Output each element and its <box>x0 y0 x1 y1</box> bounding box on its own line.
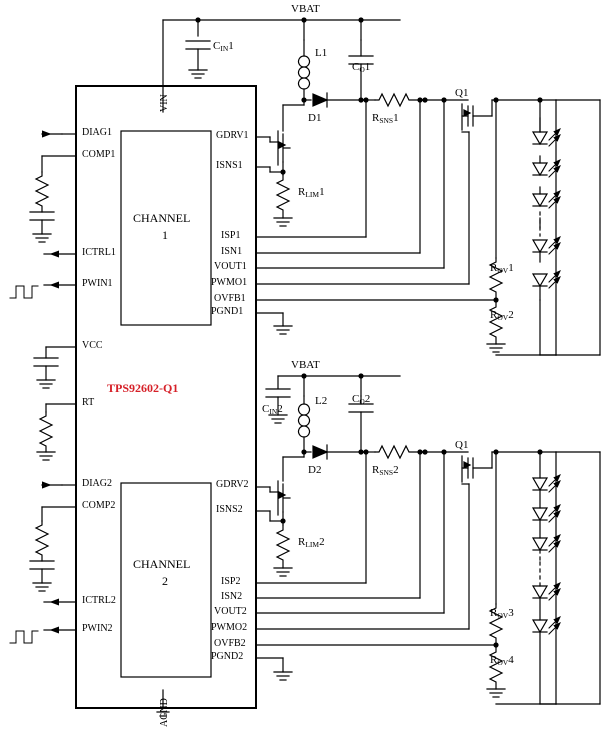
pin-label-pwmo1: PWMO1 <box>211 277 248 288</box>
pin-label-vout1: VOUT1 <box>214 261 247 272</box>
component-label-rlim1: $R_{LIM}1$ <box>298 186 325 199</box>
pin-label-rt: RT <box>82 397 95 408</box>
component-label-rov4: $R_{OV}4$ <box>490 654 514 667</box>
component-label-q1-ch2: Q1 <box>455 439 469 451</box>
pin-label-diag1: DIAG1 <box>82 127 112 138</box>
pin-label-comp2: COMP2 <box>82 500 116 511</box>
pin-label-isp1: ISP1 <box>221 230 241 241</box>
component-label-l2: L2 <box>315 395 328 407</box>
pin-label-pwin1: PWIN1 <box>82 278 113 289</box>
component-label-rov2: $R_{OV}2$ <box>490 309 514 322</box>
pin-label-pgnd1: PGND1 <box>211 306 244 317</box>
pin-label-ovfb1: OVFB1 <box>214 293 246 304</box>
component-label-d1: D1 <box>308 112 322 124</box>
pin-label-gdrv2: GDRV2 <box>216 479 249 490</box>
pin-label-isn1: ISN1 <box>221 246 243 257</box>
component-label-rov1: $R_{OV}1$ <box>490 262 514 275</box>
pin-label-vcc: VCC <box>82 340 103 351</box>
component-label-d2: D2 <box>308 464 322 476</box>
pin-label-isns1: ISNS1 <box>216 160 243 171</box>
component-label-cin1: $C_{IN}1$ <box>213 40 234 53</box>
pin-label-pwin2: PWIN2 <box>82 623 113 634</box>
channel-2-label-line1: CHANNEL <box>133 557 191 571</box>
component-label-cin2: $C_{IN}2$ <box>262 403 283 416</box>
pin-label-comp1: COMP1 <box>82 149 116 160</box>
pin-label-ictrl1: ICTRL1 <box>82 247 116 258</box>
label-vbat-2: VBAT <box>291 359 320 371</box>
component-label-l1: L1 <box>315 47 328 59</box>
component-label-rlim2: $R_{LIM}2$ <box>298 536 325 549</box>
component-label-co1: $C_O1$ <box>352 61 371 74</box>
device-label: TPS92602-Q1 <box>107 381 179 395</box>
pin-label-vin: VIN <box>159 94 170 112</box>
component-label-rsns1: $R_{SNS}1$ <box>372 112 399 125</box>
channel-1-label-line2: 1 <box>162 228 168 242</box>
pin-label-ovfb2: OVFB2 <box>214 638 246 649</box>
channel-2-label-line2: 2 <box>162 574 168 588</box>
pin-label-pwmo2: PWMO2 <box>211 622 248 633</box>
component-label-rov3: $R_{OV}3$ <box>490 607 514 620</box>
label-vbat-1: VBAT <box>291 3 320 15</box>
pin-label-vout2: VOUT2 <box>214 606 247 617</box>
pin-label-pgnd2: PGND2 <box>211 651 244 662</box>
component-label-rsns2: $R_{SNS}2$ <box>372 464 399 477</box>
pin-label-isn2: ISN2 <box>221 591 243 602</box>
pin-label-isns2: ISNS2 <box>216 504 243 515</box>
pin-label-ictrl2: ICTRL2 <box>82 595 116 606</box>
component-label-q1-ch1: Q1 <box>455 87 469 99</box>
component-label-co2: $C_O2$ <box>352 393 371 406</box>
channel-1-label-line1: CHANNEL <box>133 211 191 225</box>
pin-label-gdrv1: GDRV1 <box>216 130 249 141</box>
pin-label-isp2: ISP2 <box>221 576 241 587</box>
pin-label-diag2: DIAG2 <box>82 478 112 489</box>
pin-label-agnd: AGND <box>159 698 170 727</box>
